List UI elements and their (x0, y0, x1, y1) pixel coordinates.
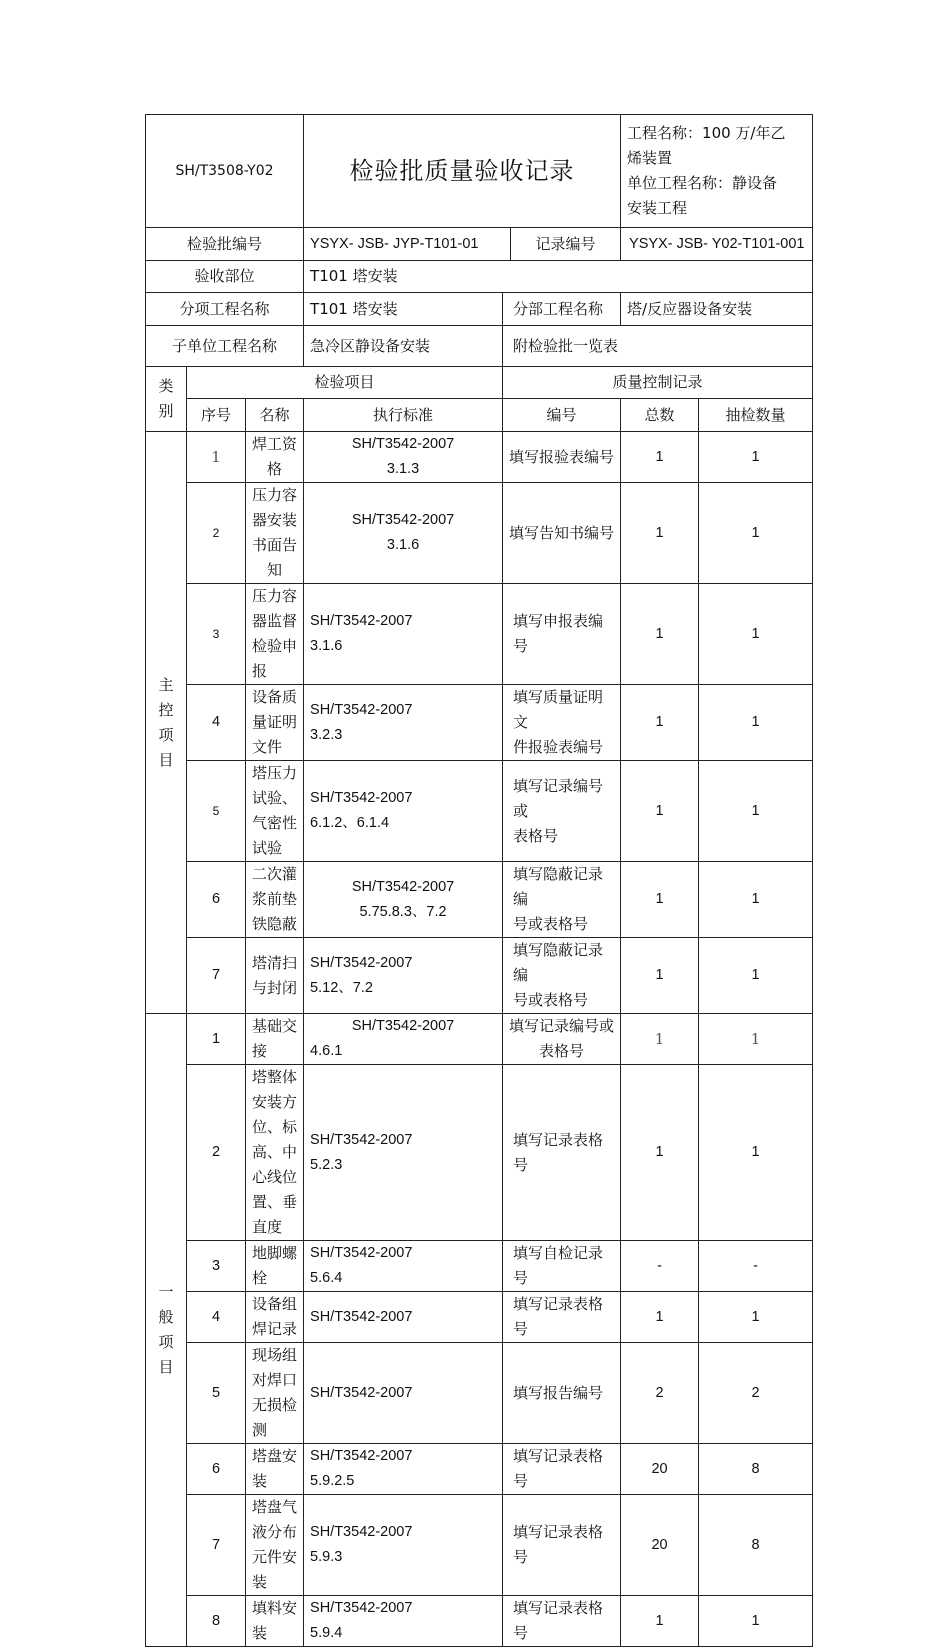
inspection-record-form (145, 114, 812, 1647)
table-row (146, 483, 813, 584)
number-cell: 填写记录表格号 (503, 1065, 621, 1241)
standard-line-1: SH/T3542-2007 (310, 701, 413, 718)
number-line-2: 表格号 (513, 826, 559, 845)
sample-cell: 1 (699, 1292, 813, 1343)
standard-cell: SH/T3542-2007 (304, 1292, 503, 1343)
standard-line-1: SH/T3542-2007 (351, 878, 455, 895)
name-line-1: 现场组对焊口 (252, 1346, 298, 1389)
name-line-2: 元件安装 (252, 1548, 298, 1591)
standard-line-2: 5.12、7.2 (310, 979, 373, 996)
standard-cell (304, 1444, 503, 1495)
standard-cell (304, 761, 503, 862)
total-header: 总数 (621, 399, 699, 432)
total-cell: 1 (621, 584, 699, 685)
main-control-char-4: 目 (158, 750, 174, 769)
standard-cell (304, 1014, 503, 1065)
total-cell: 1 (621, 483, 699, 584)
record-no-value: YSYX- JSB- Y02-T101-001 (621, 228, 813, 261)
table-row (146, 685, 813, 761)
total-cell: 20 (621, 1495, 699, 1596)
number-cell: 填写记录表格号 (503, 1495, 621, 1596)
table-row (146, 432, 813, 483)
total-cell: 1 (621, 761, 699, 862)
inspection-item-header: 检验项目 (187, 367, 503, 399)
quality-record-header: 质量控制记录 (503, 367, 813, 399)
name-line-1: 塔整体安装方 (252, 1068, 298, 1111)
total-cell: 1 (621, 1014, 699, 1065)
number-line-2: 号或表格号 (513, 915, 589, 933)
number-line-2: 表格号 (539, 1042, 585, 1060)
number-cell (503, 938, 621, 1014)
seq-cell: 2 (187, 1065, 246, 1241)
form-code: SH/T3508-Y02 (146, 115, 304, 228)
standard-line-2: 3.1.6 (386, 537, 420, 553)
name-line-2: 铁隐蔽 (252, 915, 298, 933)
number-cell (503, 685, 621, 761)
unit-project-line1: 单位工程名称：静设备 (627, 174, 778, 192)
name-line-1: 二次灌浆前垫 (252, 865, 298, 908)
standard-line-2: 5.9.4 (310, 1625, 343, 1641)
standard-line-1: SH/T3542-2007 (351, 512, 455, 528)
standard-cell (304, 483, 503, 584)
main-control-label (146, 432, 187, 1014)
name-cell: 焊工资格 (246, 432, 304, 483)
standard-cell (304, 1241, 503, 1292)
seq-cell: 6 (187, 862, 246, 938)
standard-cell (304, 432, 503, 483)
table-row (146, 1444, 813, 1495)
standard-cell (304, 1065, 503, 1241)
name-header: 名称 (246, 399, 304, 432)
standard-line-1: SH/T3542-2007 (310, 954, 413, 971)
standard-cell (304, 1495, 503, 1596)
main-control-char-2: 控 (158, 700, 174, 719)
total-cell: 2 (621, 1343, 699, 1444)
unit-project-line2: 安装工程 (627, 199, 688, 217)
total-cell: 1 (621, 862, 699, 938)
sub-unit-value: 急冷区静设备安装 (304, 326, 503, 367)
number-cell: 填写记录表格号 (503, 1292, 621, 1343)
total-cell: - (621, 1241, 699, 1292)
general-char-4: 目 (158, 1358, 174, 1376)
seq-header: 序号 (187, 399, 246, 432)
name-cell: 填料安装 (246, 1596, 304, 1647)
standard-line-1: SH/T3542-2007 (310, 1245, 413, 1261)
category-header (146, 367, 187, 432)
table-row (146, 761, 813, 862)
sample-cell: 1 (699, 1065, 813, 1241)
sample-cell: 1 (699, 862, 813, 938)
record-no-label: 记录编号 (511, 228, 621, 261)
batch-no-label: 检验批编号 (146, 228, 304, 261)
standard-cell (304, 1596, 503, 1647)
number-line-1: 填写质量证明文 (513, 688, 604, 731)
seq-cell: 5 (187, 1343, 246, 1444)
name-line-2: 无损检测 (252, 1396, 298, 1439)
number-cell: 填写告知书编号 (503, 483, 621, 584)
name-line-2: 文件 (252, 738, 283, 756)
number-cell: 填写报告编号 (503, 1343, 621, 1444)
number-line-1: 填写记录编号或 (513, 776, 604, 820)
category-char-1: 类 (158, 377, 174, 395)
sample-cell: 1 (699, 432, 813, 483)
general-char-3: 项 (158, 1333, 174, 1351)
number-cell: 填写报验表编号 (503, 432, 621, 483)
name-cell (246, 1495, 304, 1596)
table-row (146, 1596, 813, 1647)
seq-cell: 3 (187, 1241, 246, 1292)
sample-cell: 2 (699, 1343, 813, 1444)
category-char-2: 别 (158, 402, 174, 420)
batch-no-value: YSYX- JSB- JYP-T101-01 (304, 228, 511, 261)
total-cell: 1 (621, 432, 699, 483)
name-cell (246, 483, 304, 584)
standard-line-2: 5.75.8.3、7.2 (359, 903, 447, 920)
name-cell (246, 761, 304, 862)
name-line-1: 塔压力试验、 (252, 764, 298, 807)
name-line-2: 检验申报 (252, 637, 298, 680)
standard-line-1: SH/T3542-2007 (310, 790, 413, 806)
general-label (146, 1014, 187, 1647)
standard-line-2: 3.1.6 (310, 638, 343, 654)
sub-item-label: 分项工程名称 (146, 293, 304, 326)
name-line-2: 位、标高、中 (252, 1118, 298, 1161)
number-line-1: 填写隐蔽记录编 (513, 941, 604, 984)
standard-line-2: 5.9.2.5 (310, 1473, 355, 1489)
seq-cell: 8 (187, 1596, 246, 1647)
standard-cell (304, 862, 503, 938)
main-control-char-1: 主 (158, 675, 174, 694)
name-cell: 地脚螺栓 (246, 1241, 304, 1292)
number-header: 编号 (503, 399, 621, 432)
general-char-2: 般 (158, 1308, 174, 1326)
number-line-2: 号或表格号 (513, 991, 589, 1009)
seq-cell: 7 (187, 938, 246, 1014)
sample-cell: 1 (699, 761, 813, 862)
location-label: 验收部位 (146, 261, 304, 293)
sample-cell: - (699, 1241, 813, 1292)
seq-cell: 2 (187, 483, 246, 584)
standard-header: 执行标准 (304, 399, 503, 432)
sample-cell: 1 (699, 1596, 813, 1647)
number-cell: 填写记录表格号 (503, 1596, 621, 1647)
name-line-2: 气密性试验 (252, 814, 298, 857)
name-cell (246, 862, 304, 938)
name-line-4: 直度 (252, 1218, 283, 1236)
total-cell: 1 (621, 1596, 699, 1647)
standard-line-1: SH/T3542-2007 (351, 436, 455, 452)
standard-line-2: 5.9.3 (310, 1549, 343, 1565)
seq-cell: 3 (187, 584, 246, 685)
standard-cell (304, 685, 503, 761)
total-cell: 1 (621, 685, 699, 761)
standard-line-1: SH/T3542-2007 (310, 1524, 413, 1540)
seq-cell: 7 (187, 1495, 246, 1596)
number-cell (503, 862, 621, 938)
sample-cell: 1 (699, 483, 813, 584)
seq-cell: 1 (187, 432, 246, 483)
table-row (146, 938, 813, 1014)
attached-list: 附检验批一览表 (503, 326, 813, 367)
location-value: T101 塔安装 (304, 261, 813, 293)
standard-line-2: 3.2.3 (310, 726, 343, 743)
sample-cell: 8 (699, 1444, 813, 1495)
number-line-2: 件报验表编号 (513, 738, 604, 756)
table-row (146, 1343, 813, 1444)
standard-cell (304, 938, 503, 1014)
sample-cell: 1 (699, 938, 813, 1014)
sample-cell: 1 (699, 685, 813, 761)
standard-line-2: 4.6.1 (310, 1043, 343, 1059)
number-line-1: 填写隐蔽记录编 (513, 865, 604, 908)
standard-line-2: 6.1.2、6.1.4 (310, 815, 390, 831)
name-line-1: 设备质量证明 (252, 688, 298, 731)
sample-header: 抽检数量 (699, 399, 813, 432)
name-cell (246, 584, 304, 685)
seq-cell: 5 (187, 761, 246, 862)
seq-cell: 1 (187, 1014, 246, 1065)
sub-division-label: 分部工程名称 (503, 293, 621, 326)
standard-line-2: 3.1.3 (386, 461, 420, 477)
table-row (146, 862, 813, 938)
general-char-1: 一 (158, 1283, 174, 1301)
page-title: 检验批质量验收记录 (304, 115, 621, 228)
standard-line-1: SH/T3542-2007 (310, 613, 413, 629)
standard-line-1: SH/T3542-2007 (310, 1448, 413, 1464)
number-cell: 填写自检记录号 (503, 1241, 621, 1292)
number-cell (503, 761, 621, 862)
project-name-line2: 烯装置 (627, 149, 673, 167)
name-line-3: 心线位置、垂 (252, 1168, 298, 1211)
sub-division-value: 塔/反应器设备安装 (621, 293, 813, 326)
name-cell: 塔清扫与封闭 (246, 938, 304, 1014)
name-cell (246, 1343, 304, 1444)
sample-cell: 1 (699, 584, 813, 685)
seq-cell: 6 (187, 1444, 246, 1495)
project-info (621, 115, 813, 228)
seq-cell: 4 (187, 1292, 246, 1343)
name-line-2: 书面告知 (252, 536, 298, 579)
table-row (146, 1292, 813, 1343)
number-line-1: 填写记录编号或 (509, 1017, 615, 1035)
name-cell (246, 1065, 304, 1241)
standard-line-1: SH/T3542-2007 (310, 1131, 413, 1148)
total-cell: 20 (621, 1444, 699, 1495)
inspection-table (145, 114, 813, 1647)
main-control-char-3: 项 (158, 725, 174, 744)
standard-cell: SH/T3542-2007 (304, 1343, 503, 1444)
number-cell: 填写申报表编号 (503, 584, 621, 685)
number-cell (503, 1014, 621, 1065)
standard-line-1: SH/T3542-2007 (310, 1600, 413, 1616)
table-row (146, 1014, 813, 1065)
standard-cell (304, 584, 503, 685)
seq-cell: 4 (187, 685, 246, 761)
name-line-1: 塔盘气液分布 (252, 1498, 298, 1541)
total-cell: 1 (621, 1065, 699, 1241)
table-row (146, 1065, 813, 1241)
name-line-1: 压力容器监督 (252, 587, 298, 630)
name-cell: 基础交接 (246, 1014, 304, 1065)
standard-line-1: SH/T3542-2007 (351, 1018, 455, 1034)
total-cell: 1 (621, 938, 699, 1014)
sample-cell: 8 (699, 1495, 813, 1596)
table-row (146, 1495, 813, 1596)
name-line-1: 压力容器安装 (252, 486, 298, 529)
name-cell (246, 685, 304, 761)
total-cell: 1 (621, 1292, 699, 1343)
sub-item-value: T101 塔安装 (304, 293, 503, 326)
name-cell: 设备组焊记录 (246, 1292, 304, 1343)
standard-line-2: 5.6.4 (310, 1270, 343, 1286)
name-cell: 塔盘安装 (246, 1444, 304, 1495)
project-name-line1: 工程名称：100 万/年乙 (627, 124, 786, 142)
standard-line-2: 5.2.3 (310, 1156, 343, 1173)
table-row (146, 584, 813, 685)
number-cell: 填写记录表格号 (503, 1444, 621, 1495)
sub-unit-label: 子单位工程名称 (146, 326, 304, 367)
sample-cell: 1 (699, 1014, 813, 1065)
table-row (146, 1241, 813, 1292)
